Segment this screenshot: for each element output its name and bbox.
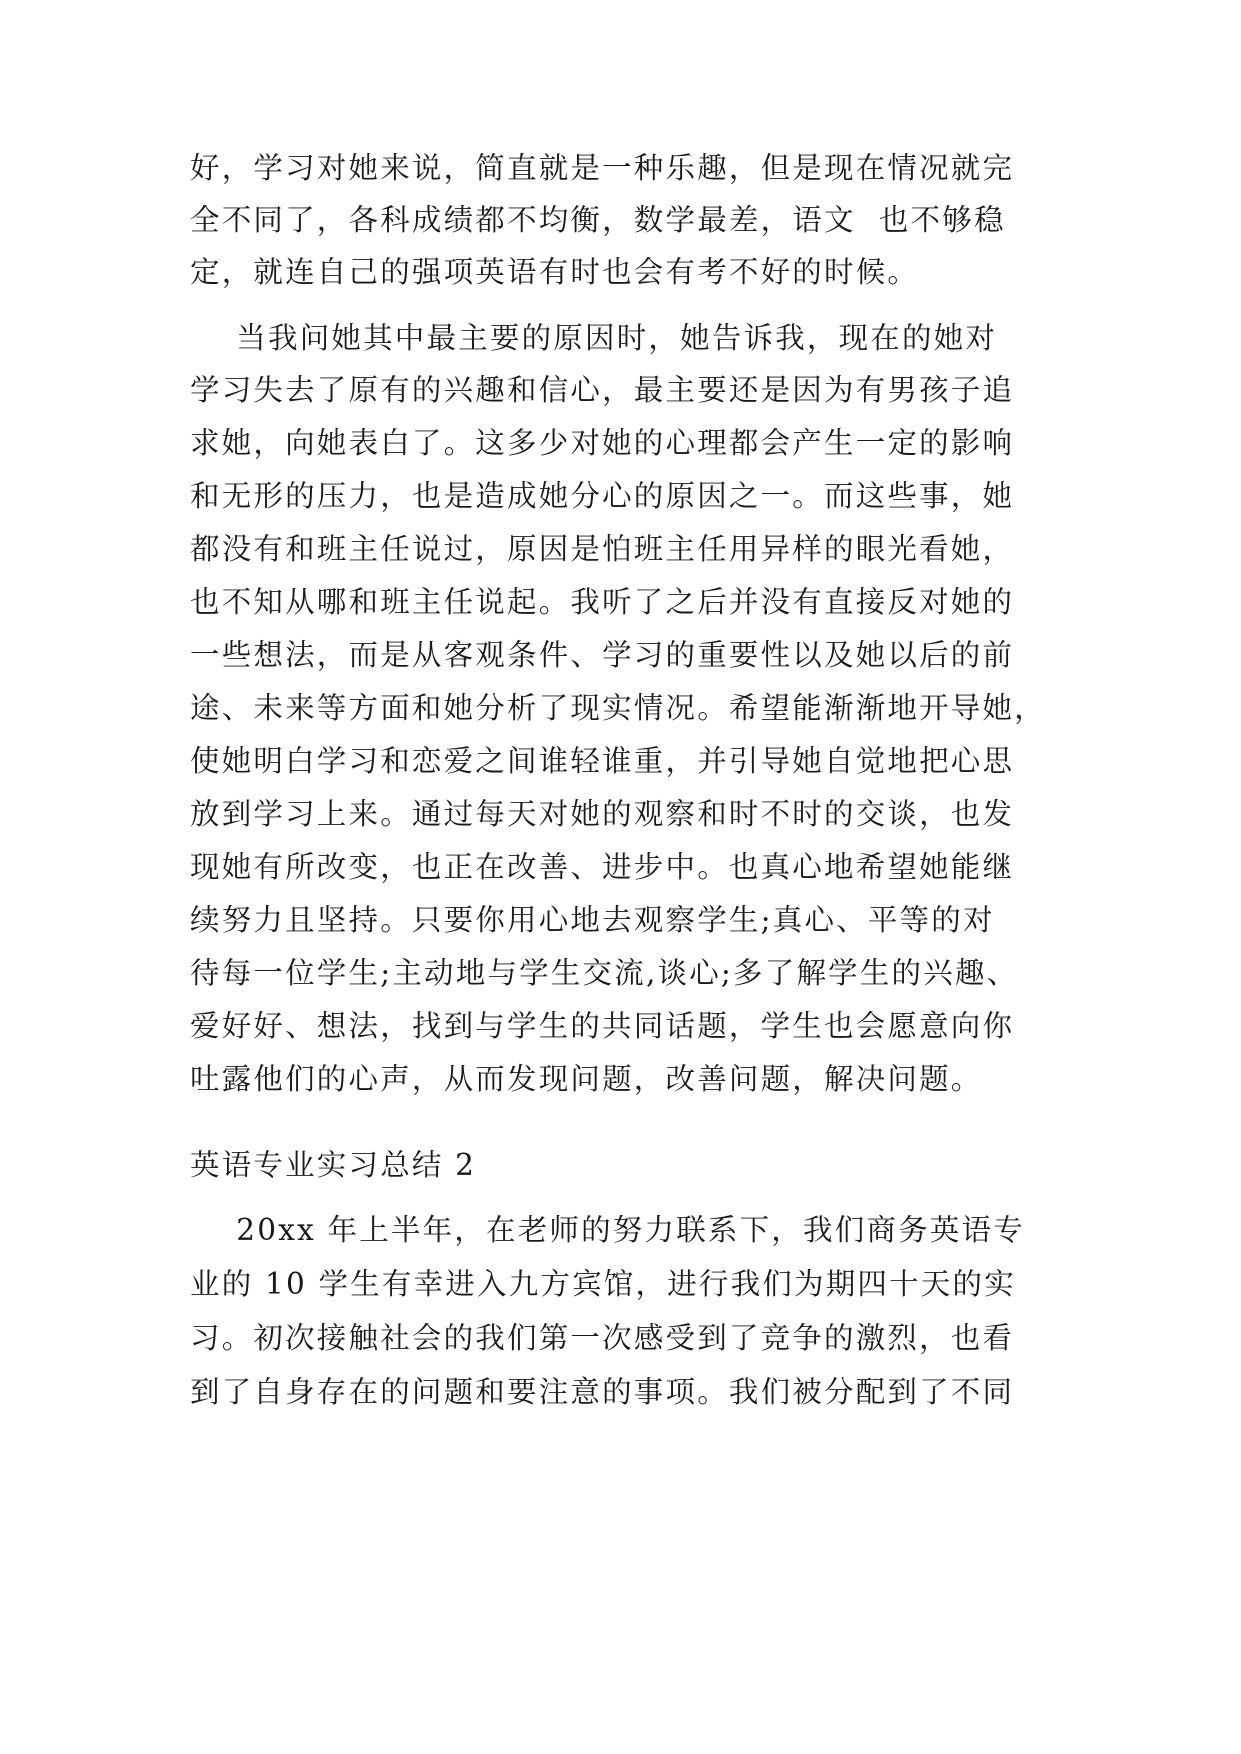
paragraph-line: 爱好好、想法，找到与学生的共同话题，学生也会愿意向你 (190, 1009, 1015, 1043)
paragraph-line: 全不同了，各科成绩都不均衡，数学最差，语文 也不够稳 (190, 203, 1006, 237)
paragraph-line: 定，就连自己的强项英语有时也会有考不好的时候。 (190, 255, 920, 289)
paragraph-line: 学习失去了原有的兴趣和信心，最主要还是因为有男孩子追 (190, 373, 1015, 407)
paragraph-line: 续努力且坚持。只要你用心地去观察学生;真心、平等的对 (190, 903, 995, 937)
paragraph-line: 20xx 年上半年，在老师的努力联系下，我们商务英语专 (190, 1213, 1025, 1247)
paragraph-line: 到了自身存在的问题和要注意的事项。我们被分配到了不同 (190, 1375, 1015, 1409)
paragraph-line: 当我问她其中最主要的原因时，她告诉我，现在的她对 (190, 321, 998, 355)
section-heading: 英语专业实习总结 2 (190, 1148, 477, 1182)
paragraph-line: 待每一位学生;主动地与学生交流,谈心;多了解学生的兴趣、 (190, 956, 1019, 990)
paragraph-line: 使她明白学习和恋爱之间谁轻谁重，并引导她自觉地把心思 (190, 744, 1015, 778)
paragraph-line: 放到学习上来。通过每天对她的观察和时不时的交谈，也发 (190, 797, 1015, 831)
paragraph-line: 途、未来等方面和她分析了现实情况。希望能渐渐地开导她， (190, 691, 1046, 725)
paragraph-line: 习。初次接触社会的我们第一次感受到了竞争的激烈，也看 (190, 1321, 1015, 1355)
paragraph-line: 和无形的压力，也是造成她分心的原因之一。而这些事，她 (190, 479, 1015, 513)
paragraph-line: 现她有所改变，也正在改善、进步中。也真心地希望她能继 (190, 850, 1015, 884)
paragraph-line: 也不知从哪和班主任说起。我听了之后并没有直接反对她的 (190, 585, 1015, 619)
paragraph-line: 吐露他们的心声，从而发现问题，改善问题，解决问题。 (190, 1062, 983, 1096)
paragraph-line: 求她，向她表白了。这多少对她的心理都会产生一定的影响 (190, 426, 1015, 460)
paragraph-line: 一些想法，而是从客观条件、学习的重要性以及她以后的前 (190, 638, 1015, 672)
paragraph-line: 业的 10 学生有幸进入九方宾馆，进行我们为期四十天的实 (190, 1267, 1016, 1301)
paragraph-line: 好，学习对她来说，简直就是一种乐趣，但是现在情况就完 (190, 151, 1015, 185)
paragraph-line: 都没有和班主任说过，原因是怕班主任用异样的眼光看她， (190, 532, 1015, 566)
